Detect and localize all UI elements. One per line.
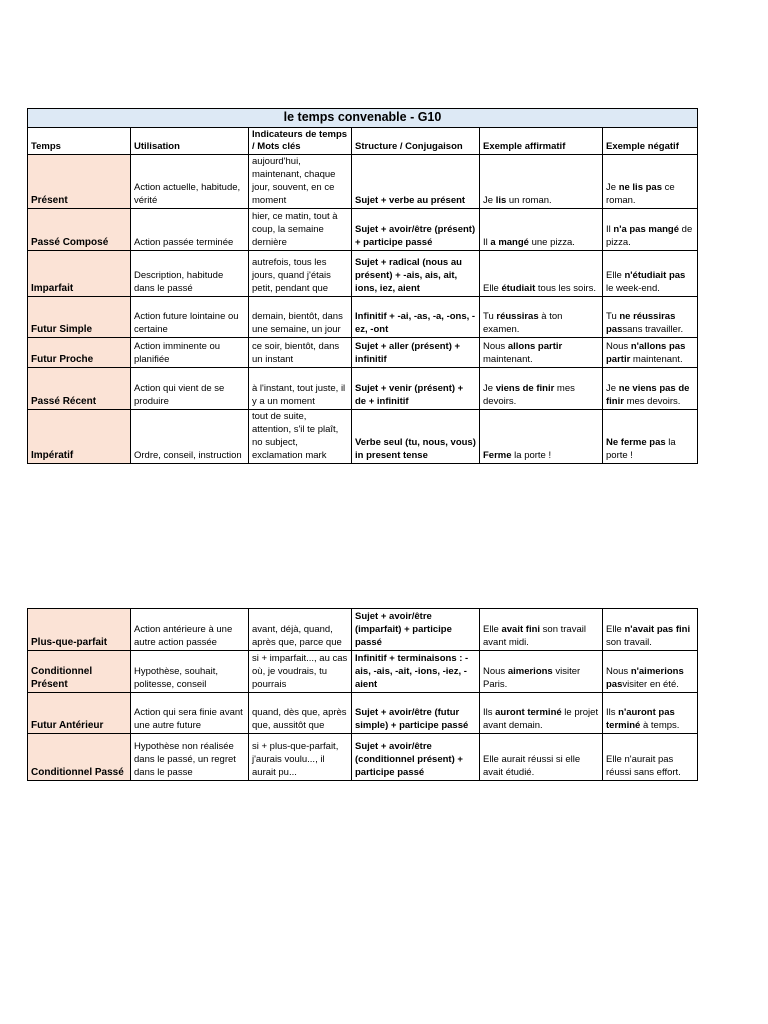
header-temps: Temps bbox=[28, 128, 131, 155]
indicators-cell: demain, bientôt, dans une semaine, un jour bbox=[249, 297, 352, 338]
usage-cell: Hypothèse, souhait, politesse, conseil bbox=[131, 651, 249, 693]
structure-cell: Sujet + avoir/être (présent) + participe passé bbox=[352, 209, 480, 251]
affirmative-example: Nous allons partir maintenant. bbox=[480, 338, 603, 368]
indicators-cell: avant, déjà, quand, après que, parce que bbox=[249, 609, 352, 651]
tense-name: Imparfait bbox=[28, 251, 131, 297]
indicators-cell: quand, dès que, après que, aussitôt que bbox=[249, 693, 352, 734]
table-row bbox=[28, 410, 698, 464]
structure-cell: Infinitif + -ai, -as, -a, -ons, -ez, -ont bbox=[352, 297, 480, 338]
negative-example: Elle n'étudiait pas le week-end. bbox=[603, 251, 698, 297]
indicators-cell: tout de suite, attention, s'il te plaît, no subject, exclamation mark bbox=[249, 410, 352, 464]
usage-cell: Action qui vient de se produire bbox=[131, 368, 249, 410]
affirmative-example: Ils auront terminé le projet avant demain. bbox=[480, 693, 603, 734]
negative-example: Ils n'auront pas terminé à temps. bbox=[603, 693, 698, 734]
structure-cell: Sujet + verbe au présent bbox=[352, 155, 480, 209]
usage-cell: Action actuelle, habitude, vérité bbox=[131, 155, 249, 209]
negative-example: Ne ferme pas la porte ! bbox=[603, 410, 698, 464]
header-exemple-negatif: Exemple négatif bbox=[603, 128, 698, 155]
negative-example: Nous n'aimerions pasvisiter en été. bbox=[603, 651, 698, 693]
indicators-cell: aujourd'hui, maintenant, chaque jour, souvent, en ce moment bbox=[249, 155, 352, 209]
tenses-table-main bbox=[27, 108, 698, 464]
negative-example: Je ne viens pas de finir mes devoirs. bbox=[603, 368, 698, 410]
table-row bbox=[28, 155, 698, 209]
indicators-cell: si + imparfait..., au cas où, je voudrais, tu pourrais bbox=[249, 651, 352, 693]
table-row bbox=[28, 368, 698, 410]
indicators-cell: ce soir, bientôt, dans un instant bbox=[249, 338, 352, 368]
table-row bbox=[28, 338, 698, 368]
affirmative-example: Elle aurait réussi si elle avait étudié. bbox=[480, 734, 603, 781]
table-row bbox=[28, 209, 698, 251]
indicators-cell: à l'instant, tout juste, il y a un moment bbox=[249, 368, 352, 410]
structure-cell: Sujet + radical (nous au présent) + -ais, ais, ait, ions, iez, aient bbox=[352, 251, 480, 297]
negative-example: Il n'a pas mangé de pizza. bbox=[603, 209, 698, 251]
header-exemple-affirmatif: Exemple affirmatif bbox=[480, 128, 603, 155]
affirmative-example: Tu réussiras à ton examen. bbox=[480, 297, 603, 338]
tenses-table-secondary bbox=[27, 608, 698, 781]
header-structure: Structure / Conjugaison bbox=[352, 128, 480, 155]
negative-example: Nous n'allons pas partir maintenant. bbox=[603, 338, 698, 368]
negative-example: Elle n'avait pas fini son travail. bbox=[603, 609, 698, 651]
structure-cell: Sujet + avoir/être (imparfait) + participe passé bbox=[352, 609, 480, 651]
tense-name: Conditionnel Passé bbox=[28, 734, 131, 781]
tense-name: Futur Proche bbox=[28, 338, 131, 368]
affirmative-example: Nous aimerions visiter Paris. bbox=[480, 651, 603, 693]
structure-cell: Sujet + avoir/être (conditionnel présent) + participe passé bbox=[352, 734, 480, 781]
tense-name: Plus-que-parfait bbox=[28, 609, 131, 651]
usage-cell: Hypothèse non réalisée dans le passé, un regret dans le passe bbox=[131, 734, 249, 781]
affirmative-example: Elle avait fini son travail avant midi. bbox=[480, 609, 603, 651]
structure-cell: Infinitif + terminaisons : -ais, -ais, -ait, -ions, -iez, -aient bbox=[352, 651, 480, 693]
usage-cell: Action qui sera finie avant une autre future bbox=[131, 693, 249, 734]
header-utilisation: Utilisation bbox=[131, 128, 249, 155]
table-row bbox=[28, 693, 698, 734]
tense-name: Passé Composé bbox=[28, 209, 131, 251]
affirmative-example: Elle étudiait tous les soirs. bbox=[480, 251, 603, 297]
table-row bbox=[28, 651, 698, 693]
usage-cell: Action future lointaine ou certaine bbox=[131, 297, 249, 338]
affirmative-example: Je lis un roman. bbox=[480, 155, 603, 209]
table-row bbox=[28, 251, 698, 297]
negative-example: Je ne lis pas ce roman. bbox=[603, 155, 698, 209]
table-row bbox=[28, 734, 698, 781]
tense-name: Conditionnel Présent bbox=[28, 651, 131, 693]
tense-name: Présent bbox=[28, 155, 131, 209]
tense-name: Futur Antérieur bbox=[28, 693, 131, 734]
usage-cell: Action imminente ou planifiée bbox=[131, 338, 249, 368]
negative-example: Tu ne réussiras passans travailler. bbox=[603, 297, 698, 338]
structure-cell: Sujet + avoir/être (futur simple) + participe passé bbox=[352, 693, 480, 734]
table-title: le temps convenable - G10 bbox=[28, 109, 698, 128]
usage-cell: Action antérieure à une autre action passée bbox=[131, 609, 249, 651]
usage-cell: Ordre, conseil, instruction bbox=[131, 410, 249, 464]
usage-cell: Description, habitude dans le passé bbox=[131, 251, 249, 297]
indicators-cell: autrefois, tous les jours, quand j'étais petit, pendant que bbox=[249, 251, 352, 297]
structure-cell: Sujet + venir (présent) + de + infinitif bbox=[352, 368, 480, 410]
structure-cell: Sujet + aller (présent) + infinitif bbox=[352, 338, 480, 368]
tense-name: Futur Simple bbox=[28, 297, 131, 338]
tense-name: Impératif bbox=[28, 410, 131, 464]
header-indicateurs: Indicateurs de temps / Mots clés bbox=[249, 128, 352, 155]
affirmative-example: Il a mangé une pizza. bbox=[480, 209, 603, 251]
table-row bbox=[28, 297, 698, 338]
affirmative-example: Ferme la porte ! bbox=[480, 410, 603, 464]
tense-name: Passé Récent bbox=[28, 368, 131, 410]
usage-cell: Action passée terminée bbox=[131, 209, 249, 251]
indicators-cell: hier, ce matin, tout à coup, la semaine dernière bbox=[249, 209, 352, 251]
indicators-cell: si + plus-que-parfait, j'aurais voulu..., il aurait pu... bbox=[249, 734, 352, 781]
negative-example: Elle n'aurait pas réussi sans effort. bbox=[603, 734, 698, 781]
structure-cell: Verbe seul (tu, nous, vous) in present tense bbox=[352, 410, 480, 464]
affirmative-example: Je viens de finir mes devoirs. bbox=[480, 368, 603, 410]
table-row bbox=[28, 609, 698, 651]
